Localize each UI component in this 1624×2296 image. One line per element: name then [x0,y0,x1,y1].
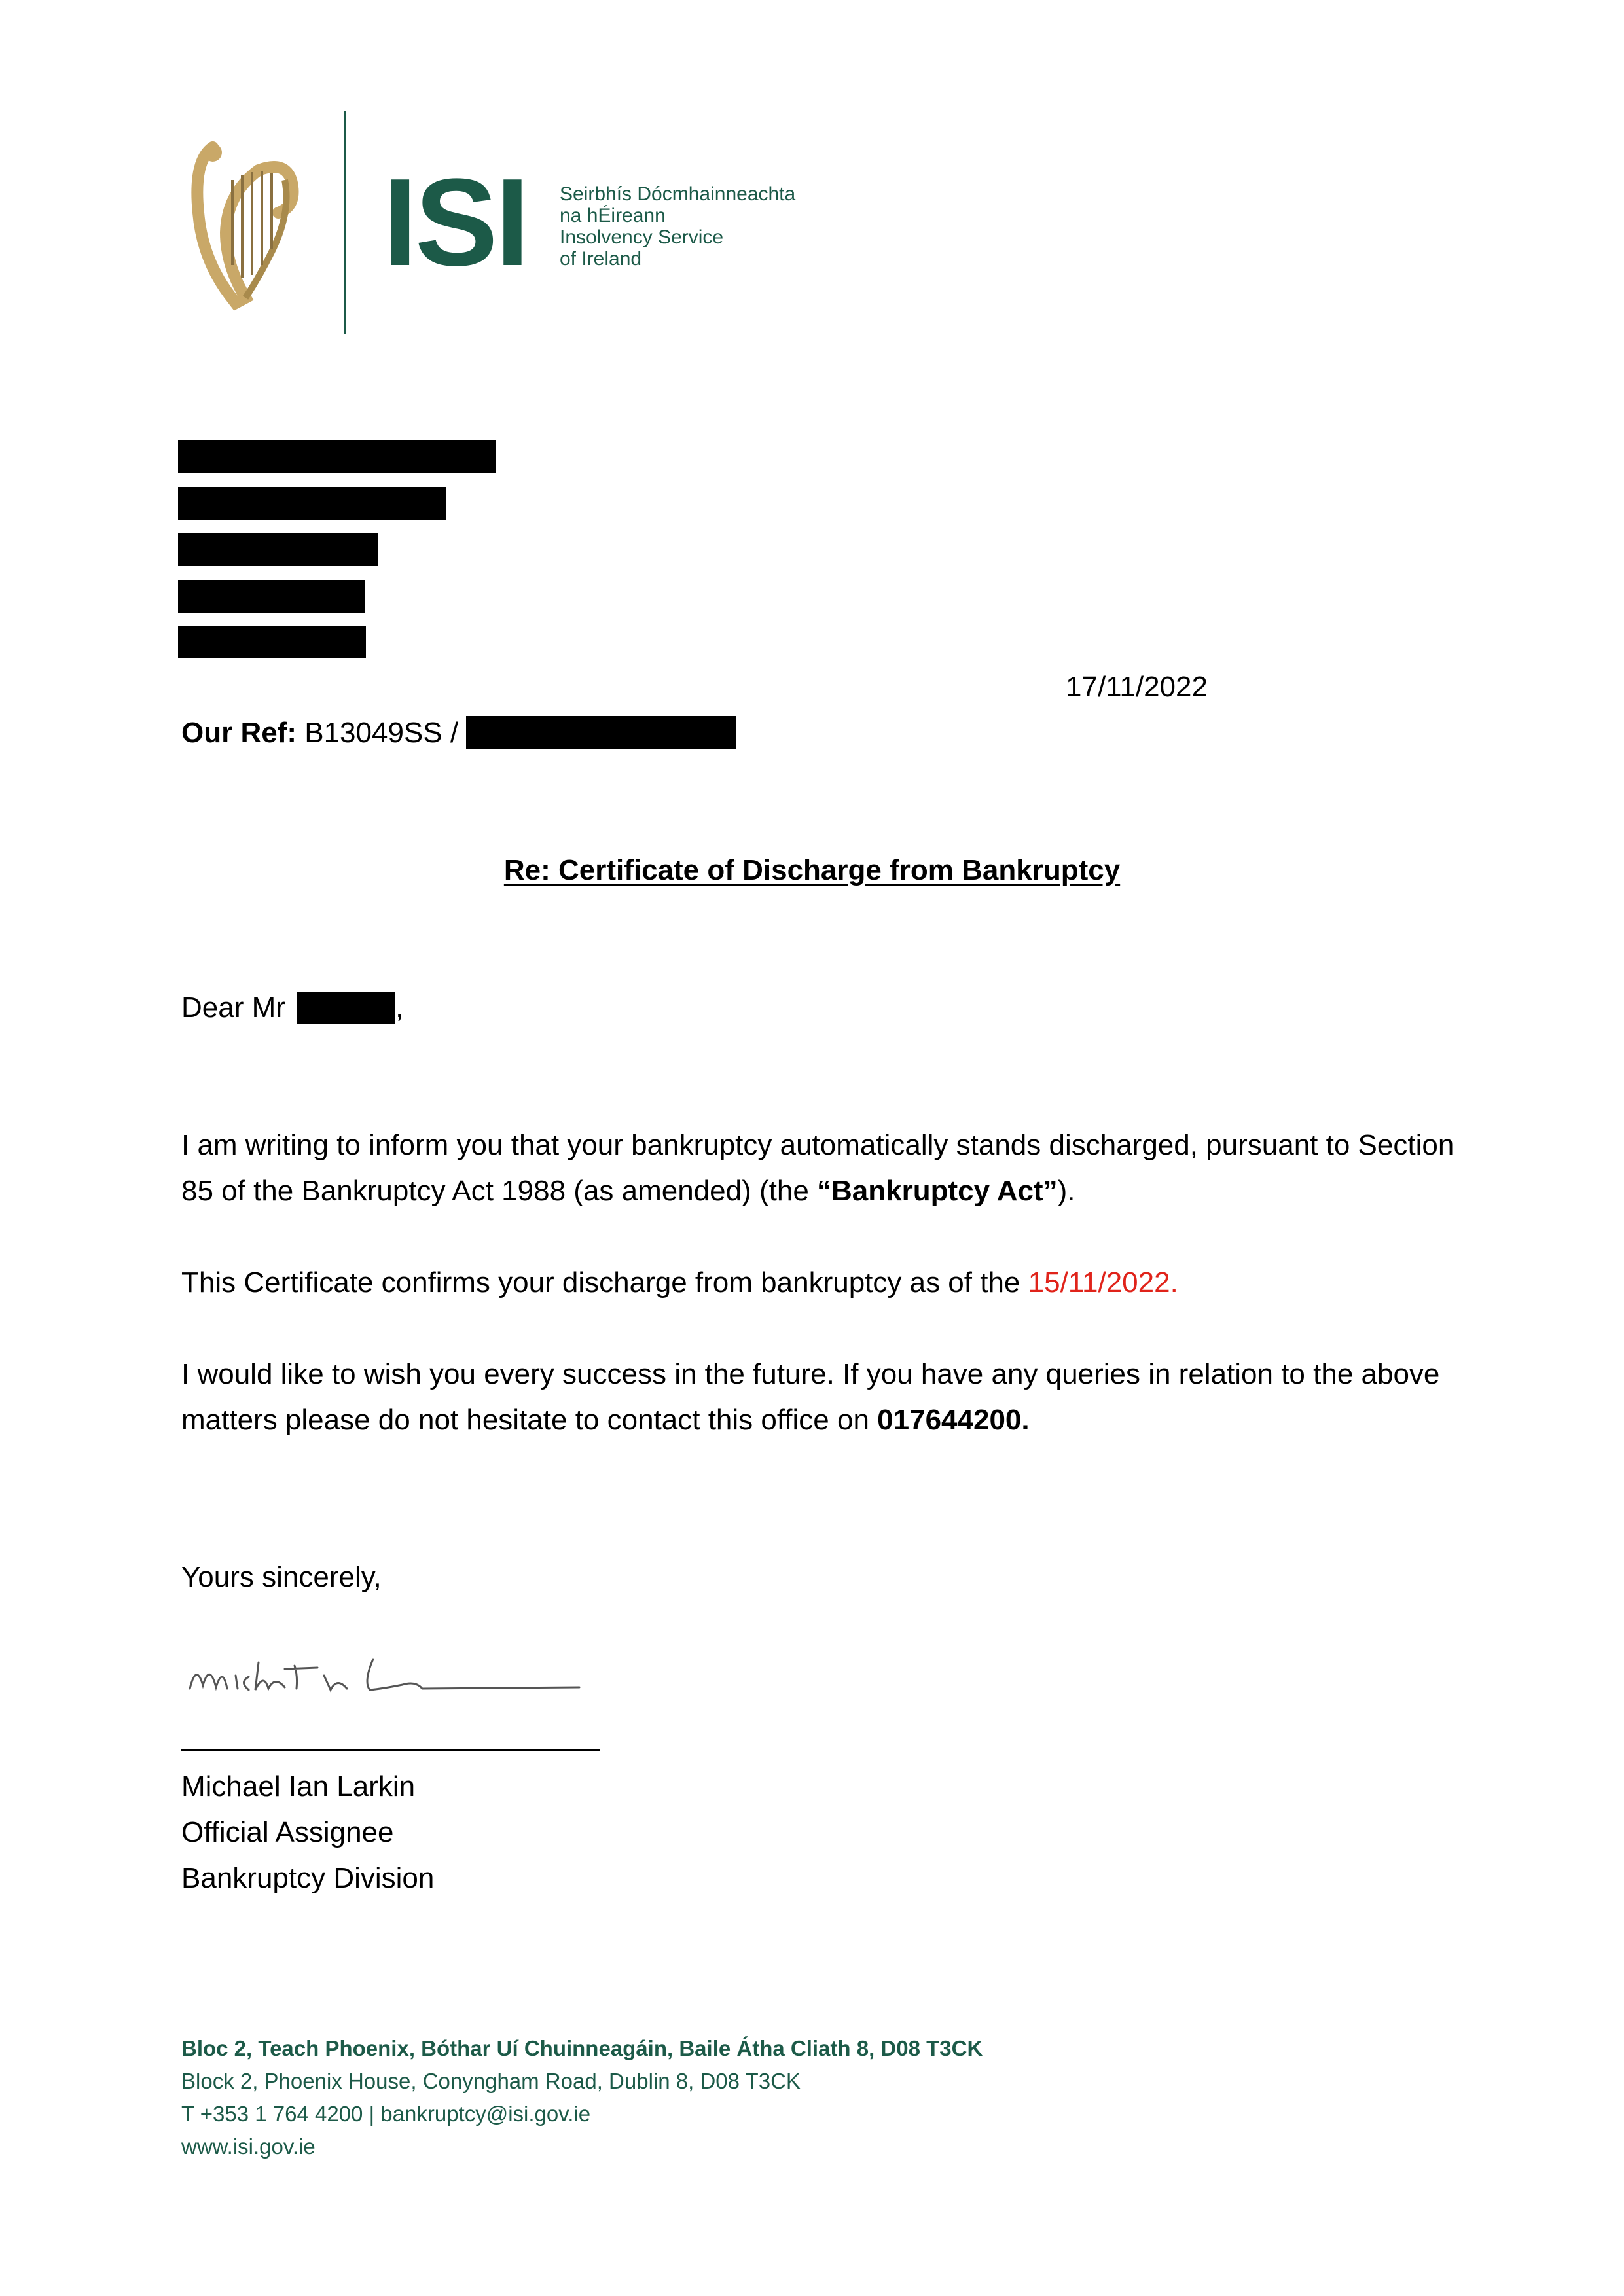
footer-website: www.isi.gov.ie [181,2134,316,2159]
para2-text: This Certificate confirms your discharge from bankruptcy as of the [181,1266,1028,1299]
footer-contact: T +353 1 764 4200 | bankruptcy@isi.gov.ie [181,2102,591,2126]
closing: Yours sincerely, [181,1561,382,1593]
agency-line-2: na hÉireann [560,205,666,226]
para1-text: I am writing to inform you that your bankruptcy automatically stands discharged, pursuant to Section 85 of the Bankruptcy Act 1988 (as amended) (the [181,1129,1454,1207]
redacted-ref [466,716,736,749]
signature-image [187,1636,592,1715]
paragraph-contact [181,1352,1464,1443]
footer-address-english: Block 2, Phoenix House, Conyngham Road, Dublin 8, D08 T3CK [181,2069,801,2093]
salutation-prefix: Dear Mr [181,992,285,1024]
agency-line-1: Seirbhís Dócmhainneachta [560,183,796,205]
isi-wordmark: ISI [383,153,528,292]
paragraph-confirmation [181,1260,1464,1306]
ref-label: Our Ref: [181,717,297,749]
harp-icon [187,134,301,311]
reference-line [181,710,736,756]
salutation-suffix: , [395,992,404,1024]
para1-bold: “Bankruptcy Act” [817,1175,1058,1207]
signatory-name: Michael Ian Larkin [181,1770,416,1803]
signature-line [181,1749,600,1751]
discharge-date: 15/11/2022. [1028,1266,1178,1299]
signatory-division: Bankruptcy Division [181,1862,435,1894]
salutation [181,985,403,1031]
ref-value: B13049SS / [304,717,459,749]
redacted-address-line-3 [178,533,378,566]
agency-line-3: Insolvency Service [560,226,724,248]
footer-address-irish: Bloc 2, Teach Phoenix, Bóthar Uí Chuinneagáin, Baile Átha Cliath 8, D08 T3CK [181,2036,983,2060]
redacted-address-line-4 [178,580,365,613]
para3-text: I would like to wish you every success in the future. If you have any queries in relation to the above matters please do not hesitate to contact this office on [181,1358,1440,1436]
contact-phone: 017644200. [877,1404,1030,1436]
logo-divider [344,111,346,334]
redacted-address-line-1 [178,440,496,473]
subject-text: Re: Certificate of Discharge from Bankruptcy [503,854,1121,886]
agency-name [560,183,795,270]
letter-date: 17/11/2022 [1066,671,1208,703]
para1-end: ). [1057,1175,1075,1207]
redacted-address-line-2 [178,487,446,520]
redacted-address-line-5 [178,626,366,658]
signatory-title: Official Assignee [181,1816,394,1848]
redacted-surname [297,992,395,1024]
subject-line [0,848,1624,893]
paragraph-discharge [181,1122,1464,1214]
agency-line-4: of Ireland [560,248,642,270]
